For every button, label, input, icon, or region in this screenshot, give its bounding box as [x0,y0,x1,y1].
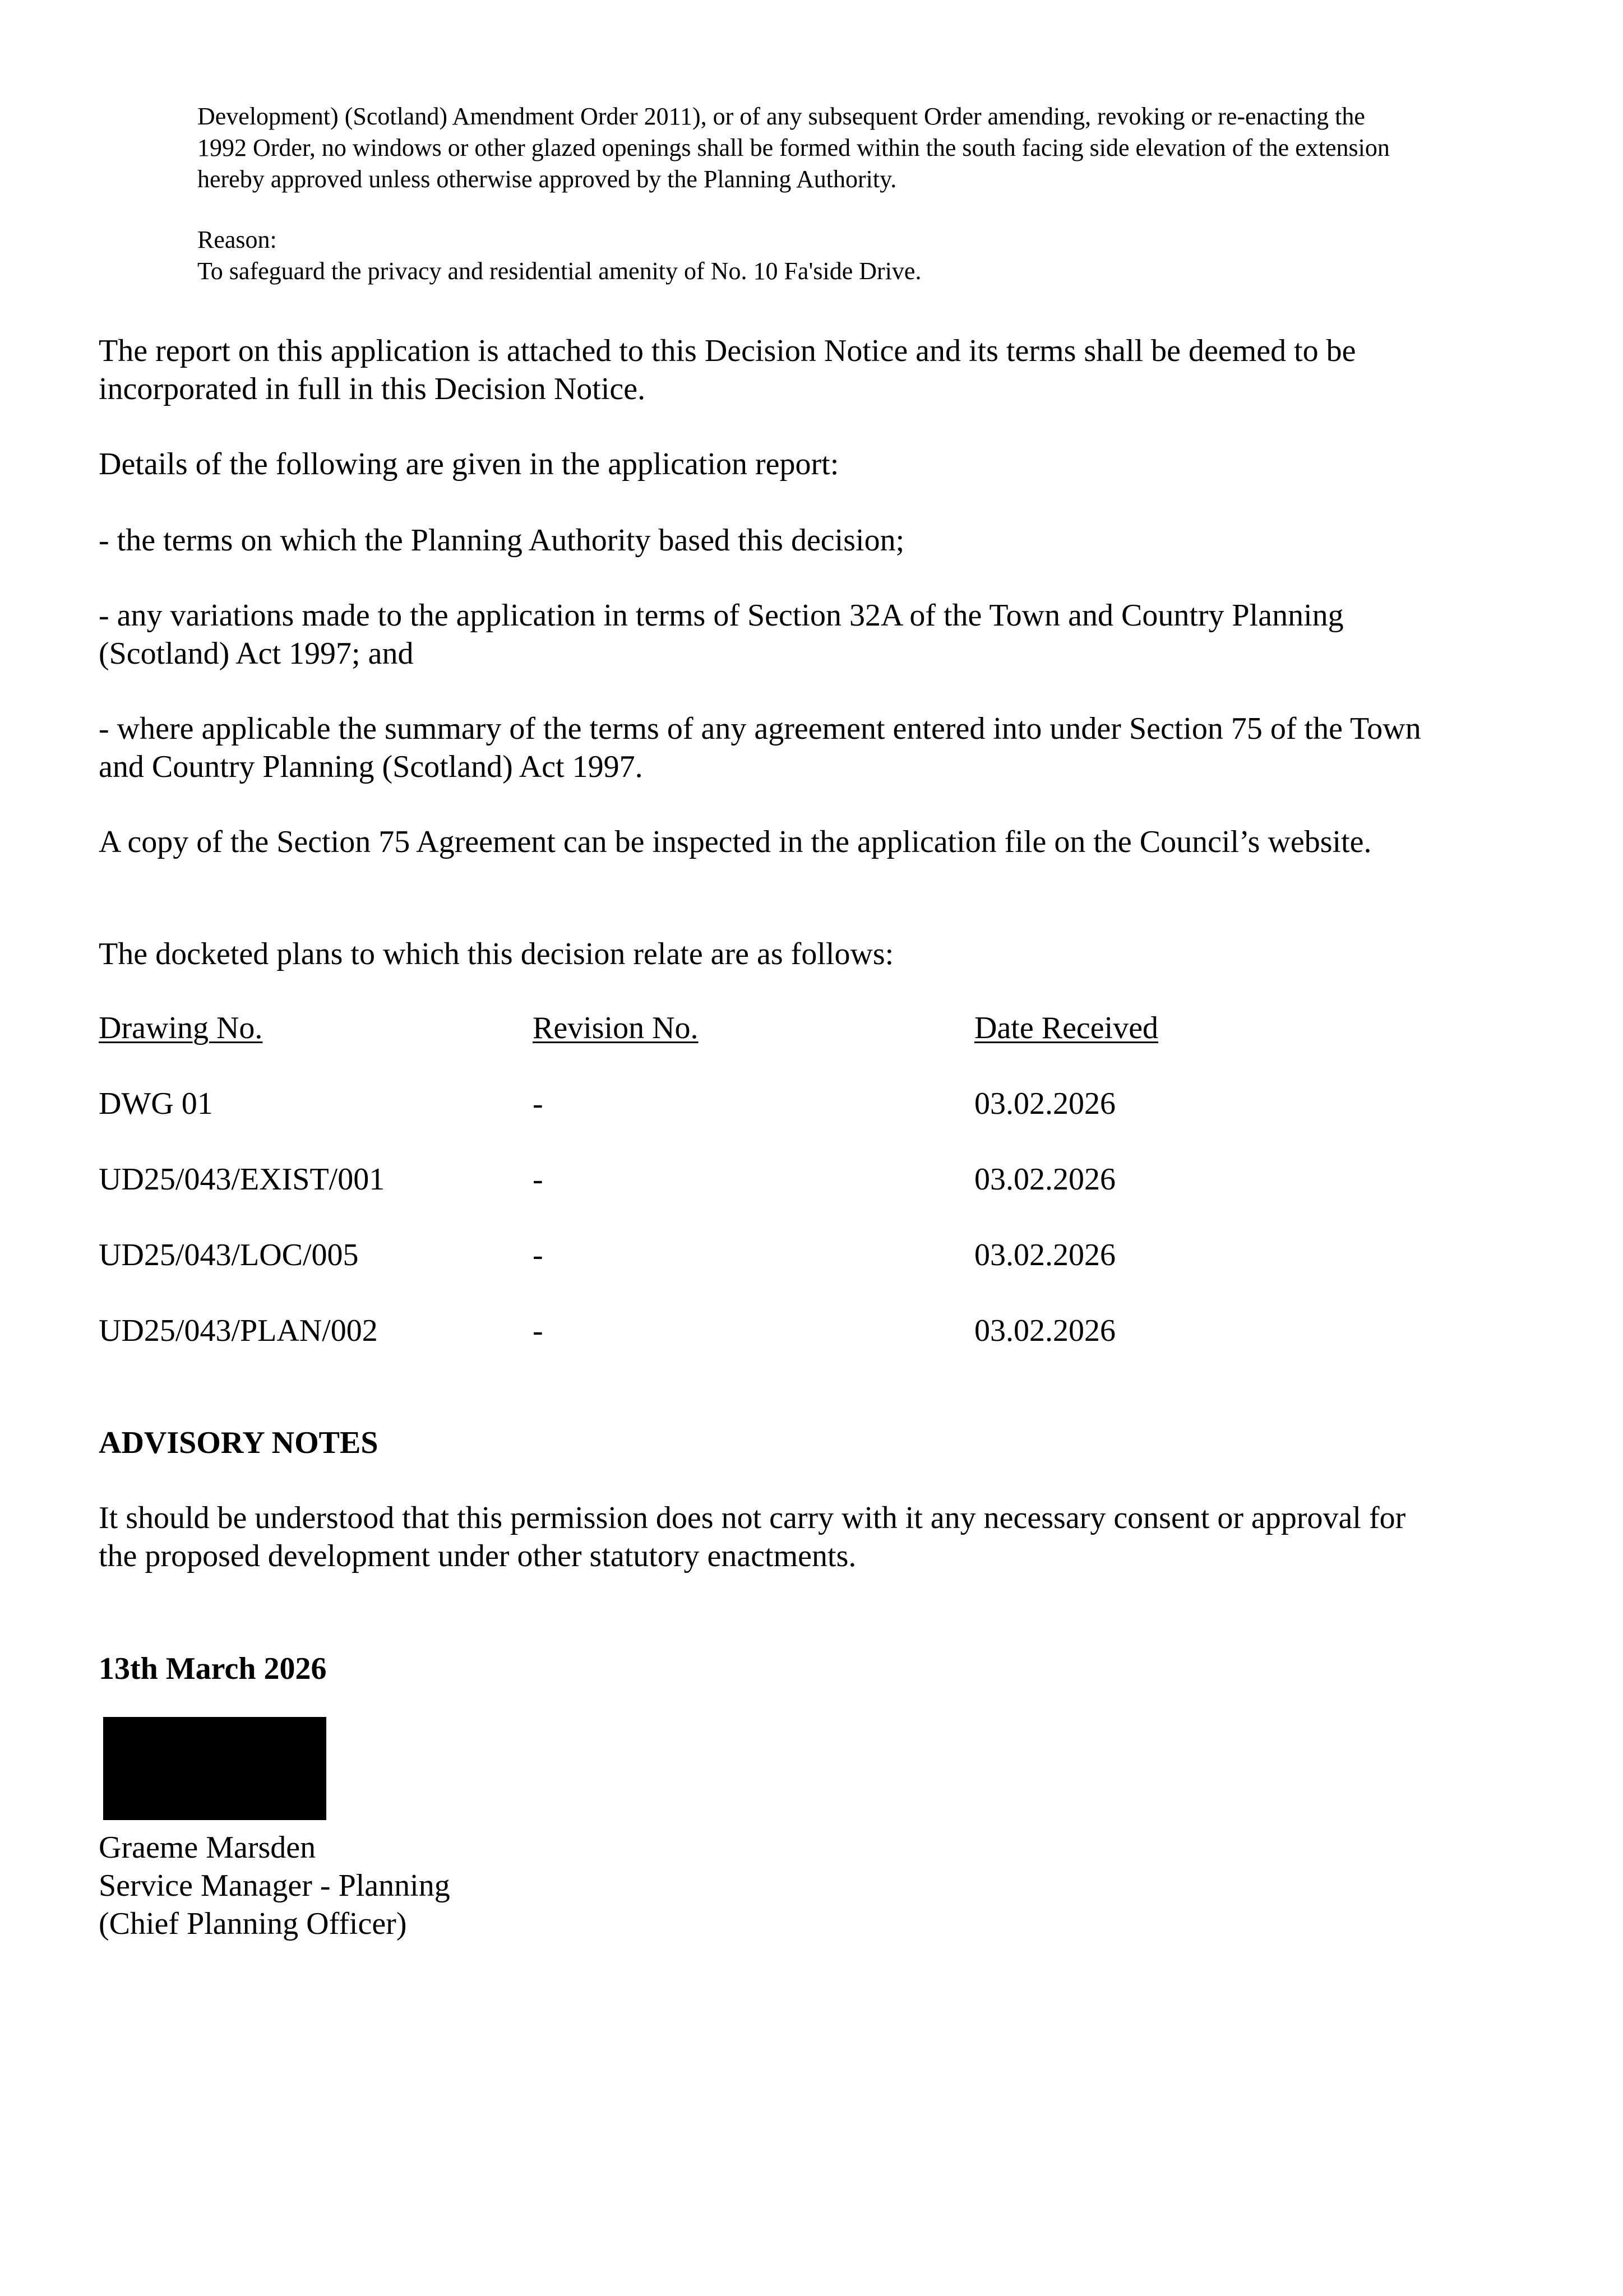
revision-no-cell: - [533,1313,543,1348]
condition-block [197,101,1403,287]
date-received-cell: 03.02.2026 [974,1162,1116,1197]
plans-table [99,1009,1332,1387]
table-row [99,1160,1332,1198]
revision-no-cell: - [533,1238,543,1272]
drawing-no-cell: DWG 01 [99,1086,213,1121]
item-terms-paragraph [99,521,1444,559]
table-row [99,1236,1332,1274]
header-revision-no: Revision No. [533,1011,699,1045]
date-received-cell: 03.02.2026 [974,1313,1116,1348]
advisory-heading: ADVISORY NOTES [99,1425,378,1460]
item-agreement-paragraph [99,710,1444,786]
reason-heading: Reason: [197,226,277,253]
report-text: The report on this application is attached to this Decision Notice and its terms shall be deemed to be incorporated in full in this Decision Notice. [99,334,1356,406]
header-date-received: Date Received [974,1011,1159,1045]
header-drawing-no: Drawing No. [99,1011,263,1045]
drawing-no-cell: UD25/043/LOC/005 [99,1238,359,1272]
signoff-title: Service Manager - Planning [99,1868,450,1903]
reason-text: To safeguard the privacy and residential amenity of No. 10 Fa'side Drive. [197,257,922,285]
advisory-text: It should be understood that this permission does not carry with it any necessary consent or approval for the proposed development under other statutory enactments. [99,1501,1406,1573]
advisory-heading-block [99,1424,1444,1462]
revision-no-cell: - [533,1162,543,1197]
table-header-row [99,1009,1332,1047]
table-row [99,1312,1332,1350]
table-row [99,1085,1332,1123]
revision-no-cell: - [533,1086,543,1121]
redacted-signature [103,1717,326,1820]
date-received-cell: 03.02.2026 [974,1238,1116,1272]
drawing-no-cell: UD25/043/PLAN/002 [99,1313,378,1348]
item-variations: - any variations made to the application in terms of Section 32A of the Town and Country Planning (Scotland) Act 1997; and [99,598,1344,671]
item-variations-paragraph [99,596,1444,673]
signoff-block [99,1829,1444,1943]
advisory-paragraph [99,1499,1444,1575]
details-intro-paragraph [99,445,1444,483]
item-agreement: - where applicable the summary of the terms of any agreement entered into under Section 75 of the Town and Country Planning (Scotland) Act 1997. [99,711,1421,784]
signoff-date: 13th March 2026 [99,1651,327,1686]
plans-intro: The docketed plans to which this decision relate are as follows: [99,937,894,971]
copy-text: A copy of the Section 75 Agreement can be inspected in the application file on the Council’s website. [99,825,1372,859]
condition-text: Development) (Scotland) Amendment Order 2011), or of any subsequent Order amending, revoking or re-enacting the 1992 Order, no windows or other glazed openings shall be formed within the south facing side elevation of the extension hereby approved unless otherwise approved by the Planning Authority. [197,103,1390,193]
details-intro: Details of the following are given in the application report: [99,447,839,482]
signoff-name: Graeme Marsden [99,1830,316,1865]
signoff-role: (Chief Planning Officer) [99,1906,407,1941]
drawing-no-cell: UD25/043/EXIST/001 [99,1162,385,1197]
copy-paragraph [99,823,1444,861]
signoff-date-block [99,1650,1444,1688]
plans-intro-paragraph [99,935,1444,973]
date-received-cell: 03.02.2026 [974,1086,1116,1121]
report-paragraph [99,332,1444,408]
item-terms: - the terms on which the Planning Authority based this decision; [99,523,905,558]
